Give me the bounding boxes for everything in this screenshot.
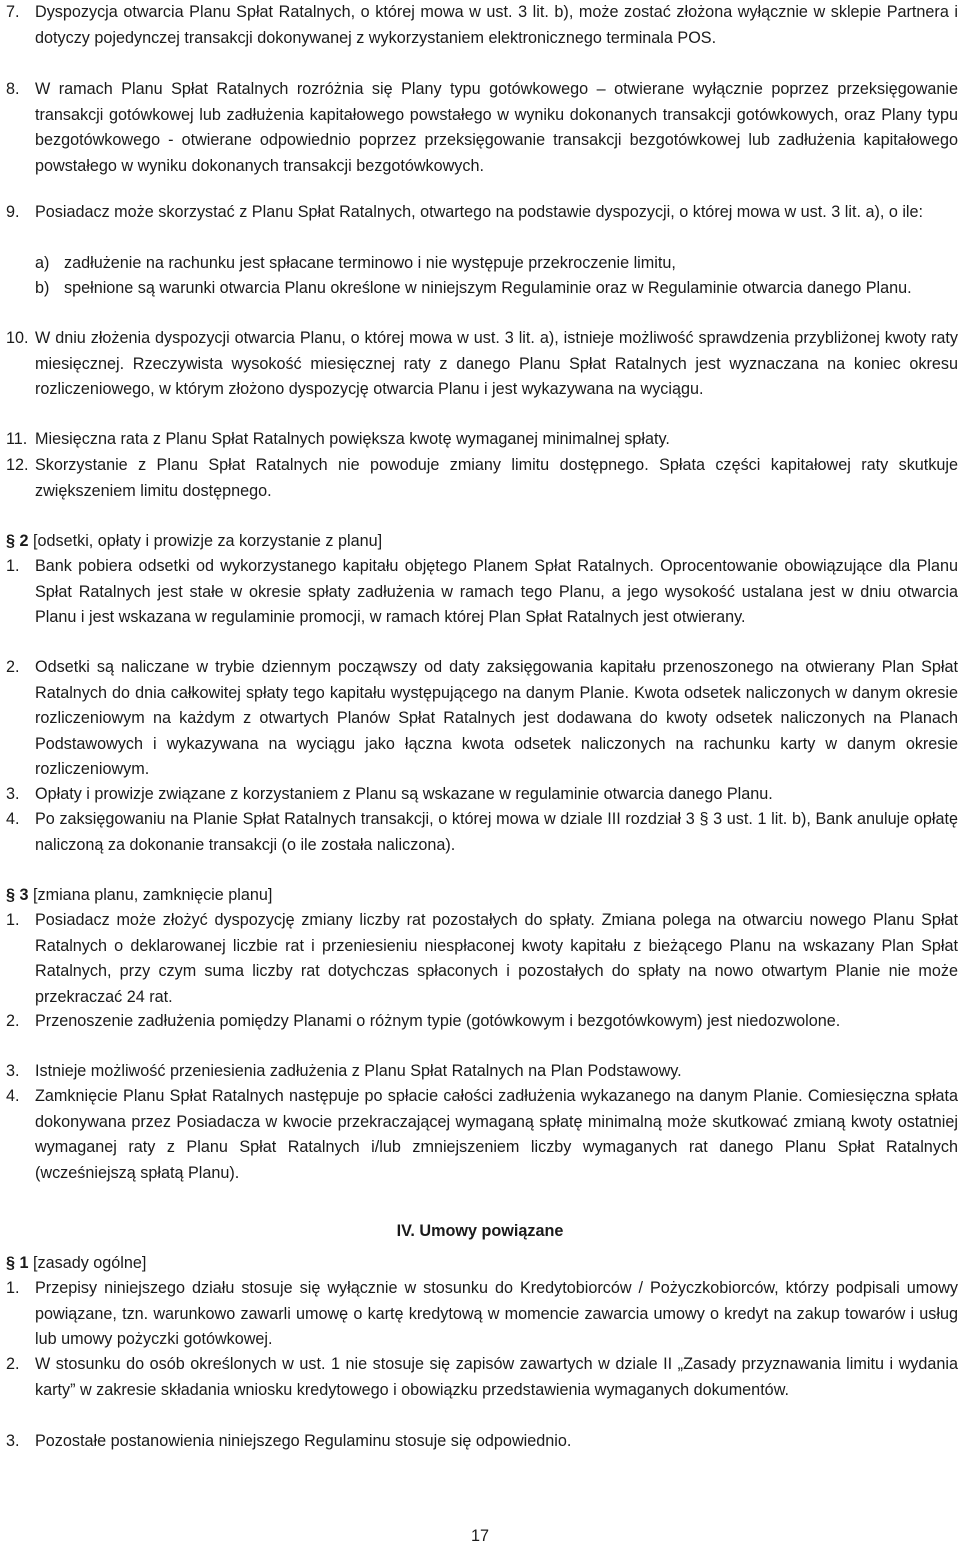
sub-item-text: zadłużenie na rachunku jest spłacane terminowo i nie występuje przekroczenie limitu,	[64, 254, 676, 272]
sub-item-label: b)	[35, 279, 50, 297]
item-number: 3.	[6, 785, 20, 803]
item-number: 11.	[6, 430, 28, 448]
item-text: W ramach Planu Spłat Ratalnych rozróżnia się Plany typu gotówkowego – otwierane wyłącznie poprzez przeksięgowanie transakcji gotówkowej lub zadłużenia kapitałowego powstałego w wyniku dokonanych transakcji gotówkowych, oraz Plany typu bezgotówkowego - otwierane odpowiednio poprzez przeksięgowanie transakcji bezgotówkowej lub zadłużenia kapitałowego powstałego w wyniku dokonanych transakcji bezgotówkowych.	[35, 80, 958, 175]
item-text: Zamknięcie Planu Spłat Ratalnych następuje po spłacie całości zadłużenia wykazanego na danym Planie. Comiesięczna spłata dokonywana przez Posiadacza w kwocie przekraczającej wymaganą spłatę minimalną może skutkować zmianą kwoty ostatniej wymaganej raty z Planu Spłat Ratalnych i/lub zmniejszeniem liczby wymaganych rat danego Planu Spłat Ratalnych (wcześniejszą spłatą Planu).	[35, 1087, 958, 1182]
sub-item-text: spełnione są warunki otwarcia Planu określone w niniejszym Regulaminie oraz w Regulaminie otwarcia danego Planu.	[64, 279, 912, 297]
item-text: W dniu złożenia dyspozycji otwarcia Planu, o której mowa w ust. 3 lit. a), istnieje możliwość sprawdzenia przybliżonej kwoty raty miesięcznej. Rzeczywista wysokość miesięcznej raty z danego Planu Spłat Ratalnych jest wyznaczana na koniec okresu rozliczeniowego, w którym złożono dyspozycję otwarcia Planu i jest wykazywana na wyciągu.	[35, 329, 958, 399]
item-number: 9.	[6, 203, 20, 221]
section-heading	[6, 529, 382, 555]
item-text: Miesięczna rata z Planu Spłat Ratalnych powiększa kwotę wymaganej minimalnej spłaty.	[35, 430, 670, 448]
chapter-title: IV. Umowy powiązane	[396, 1222, 564, 1240]
item-text: Przepisy niniejszego działu stosuje się wyłącznie w stosunku do Kredytobiorców / Pożyczkobiorców, którzy podpisali umowy powiązane, tzn. warunkowo zawarli umowę o kartę kredytową w momencie zawarcia umowy o kredyt na zakup towarów i usług lub umowy pożyczki gotówkowej.	[35, 1279, 958, 1349]
item-number: 3.	[6, 1062, 20, 1080]
section-number: § 1	[6, 1254, 29, 1272]
item-text: Posiadacz może złożyć dyspozycję zmiany liczby rat pozostałych do spłaty. Zmiana polega na otwarciu nowego Planu Spłat Ratalnych o deklarowanej liczbie rat i przeniesieniu niespłaconej kwoty kapitału z bieżącego Planu na wskazany Plan Spłat Ratalnych, przy czym suma liczby rat dotychczas spłaconych i pozostałych do spłaty na nowo otwartym Planie nie może przekraczać 24 rat.	[35, 911, 958, 1006]
item-number: 3.	[6, 1432, 20, 1450]
section-number: § 3	[6, 886, 29, 904]
item-text: Pozostałe postanowienia niniejszego Regulaminu stosuje się odpowiednio.	[35, 1432, 572, 1450]
item-text: Odsetki są naliczane w trybie dziennym począwszy od daty zaksięgowania kapitału przenoszonego na otwierany Plan Spłat Ratalnych do dnia całkowitej spłaty tego kapitału występującego na danym Planie. Kwota odsetek naliczonych w danym okresie rozliczeniowym na każdym z otwartych Planów Spłat Ratalnych jest dodawana do kwoty odsetek naliczonych na Planach Podstawowych i wykazywana na wyciągu jako łączna kwota odsetek naliczonych na rachunku karty w danym okresie rozliczeniowym.	[35, 658, 958, 779]
item-text: Dyspozycja otwarcia Planu Spłat Ratalnych, o której mowa w ust. 3 lit. b), może zostać złożona wyłącznie w sklepie Partnera i dotyczy pojedynczej transakcji dokonywanej z wykorzystaniem elektronicznego terminala POS.	[35, 3, 958, 47]
item-number: 1.	[6, 557, 20, 575]
item-number: 2.	[6, 658, 20, 676]
section-heading	[6, 883, 272, 909]
item-number: 7.	[6, 3, 20, 21]
item-text: Skorzystanie z Planu Spłat Ratalnych nie powoduje zmiany limitu dostępnego. Spłata części kapitałowej raty skutkuje zwiększeniem limitu dostępnego.	[35, 456, 958, 500]
item-number: 1.	[6, 1279, 20, 1297]
item-number: 1.	[6, 911, 20, 929]
section-title: [zmiana planu, zamknięcie planu]	[33, 886, 273, 904]
item-number: 10.	[6, 329, 29, 347]
section-number: § 2	[6, 532, 29, 550]
page-number: 17	[470, 1527, 489, 1545]
item-number: 8.	[6, 80, 20, 98]
item-text: Posiadacz może skorzystać z Planu Spłat Ratalnych, otwartego na podstawie dyspozycji, o której mowa w ust. 3 lit. a), o ile:	[35, 203, 924, 221]
section-heading	[6, 1251, 146, 1277]
item-number: 12.	[6, 456, 29, 474]
section-title: [odsetki, opłaty i prowizje za korzystanie z planu]	[33, 532, 383, 550]
item-text: W stosunku do osób określonych w ust. 1 nie stosuje się zapisów zawartych w dziale II „Zasady przyznawania limitu i wydania karty” w zakresie składania wniosku kredytowego i obowiązku przedstawienia wymaganych dokumentów.	[35, 1355, 958, 1399]
item-number: 2.	[6, 1012, 20, 1030]
item-text: Istnieje możliwość przeniesienia zadłużenia z Planu Spłat Ratalnych na Plan Podstawowy.	[35, 1062, 682, 1080]
sub-item-label: a)	[35, 254, 50, 272]
item-number: 4.	[6, 810, 20, 828]
item-number: 2.	[6, 1355, 20, 1373]
item-text: Opłaty i prowizje związane z korzystaniem z Planu są wskazane w regulaminie otwarcia danego Planu.	[35, 785, 773, 803]
item-number: 4.	[6, 1087, 20, 1105]
item-text: Po zaksięgowaniu na Planie Spłat Ratalnych transakcji, o której mowa w dziale III rozdział 3 § 3 ust. 1 lit. b), Bank anuluje opłatę naliczoną za dokonanie transakcji (o ile została naliczona).	[35, 810, 958, 854]
section-title: [zasady ogólne]	[33, 1254, 147, 1272]
item-text: Bank pobiera odsetki od wykorzystanego kapitału objętego Planem Spłat Ratalnych. Oprocentowanie obowiązujące dla Planu Spłat Ratalnych jest stałe w okresie spłaty zadłużenia w ramach tego Planu, a jego wysokość ustalana jest w dniu otwarcia Planu i jest wskazana w regulaminie promocji, w ramach której Plan Spłat Ratalnych jest otwierany.	[35, 557, 958, 627]
item-text: Przenoszenie zadłużenia pomiędzy Planami o różnym typie (gotówkowym i bezgotówkowym) jest niedozwolone.	[35, 1012, 841, 1030]
